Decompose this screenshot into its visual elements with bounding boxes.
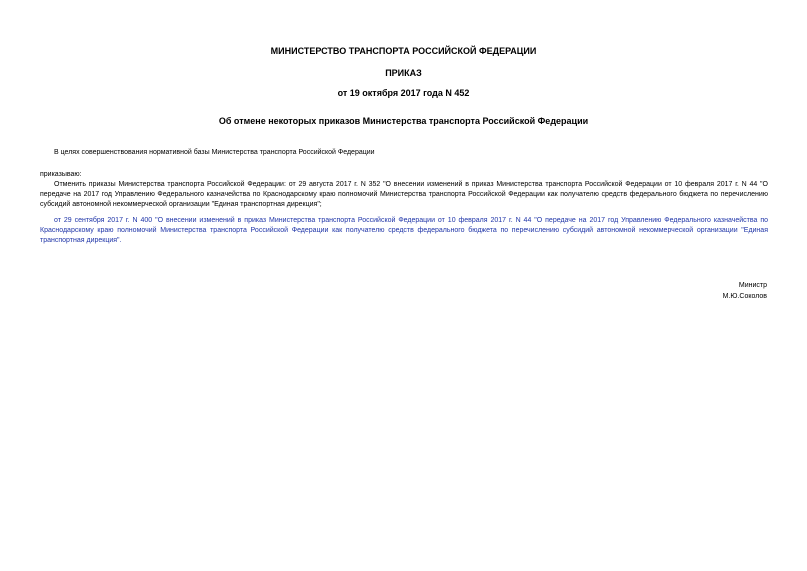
document-type-heading: ПРИКАЗ: [385, 68, 422, 78]
order-item-2-link[interactable]: от 29 сентября 2017 г. N 400 "О внесении изменений в приказ Министерства транспорта Российской Федерации от 10 февраля 2017 г. N 44 "О передаче на 2017 год Управлению Федерального казначейства по Краснодарскому краю полномочий Министерства транспорта Российской Федерации как получателю средств федерального бюджета по перечислению субсидий автономной некоммерческой организации "Единая транспортная дирекция".: [40, 217, 768, 244]
signature-title: Министр: [738, 282, 767, 289]
signature-name: М.Ю.Соколов: [722, 293, 767, 300]
intro-paragraph: В целях совершенствования нормативной базы Министерства транспорта Российской Федерации: [54, 149, 375, 156]
document-date-number: от 19 октября 2017 года N 452: [337, 88, 470, 98]
ministry-heading: МИНИСТЕРСТВО ТРАНСПОРТА РОССИЙСКОЙ ФЕДЕРАЦИИ: [270, 46, 537, 56]
decide-paragraph: приказываю:: [40, 171, 82, 178]
order-item-1: Отменить приказы Министерства транспорта Российской Федерации: от 29 августа 2017 г. N 352 "О внесении изменений в приказ Министерства транспорта Российской Федерации от 10 февраля 2017 г. N 44 "О передаче на 2017 год Управлению Федерального казначейства по Краснодарскому краю полномочий Министерства транспорта Российской Федерации как получателю средств федерального бюджета по перечислению субсидий автономной некоммерческой организации "Единая транспортная дирекция";: [40, 181, 768, 208]
document-subject: Об отмене некоторых приказов Министерства транспорта Российской Федерации: [218, 116, 589, 126]
